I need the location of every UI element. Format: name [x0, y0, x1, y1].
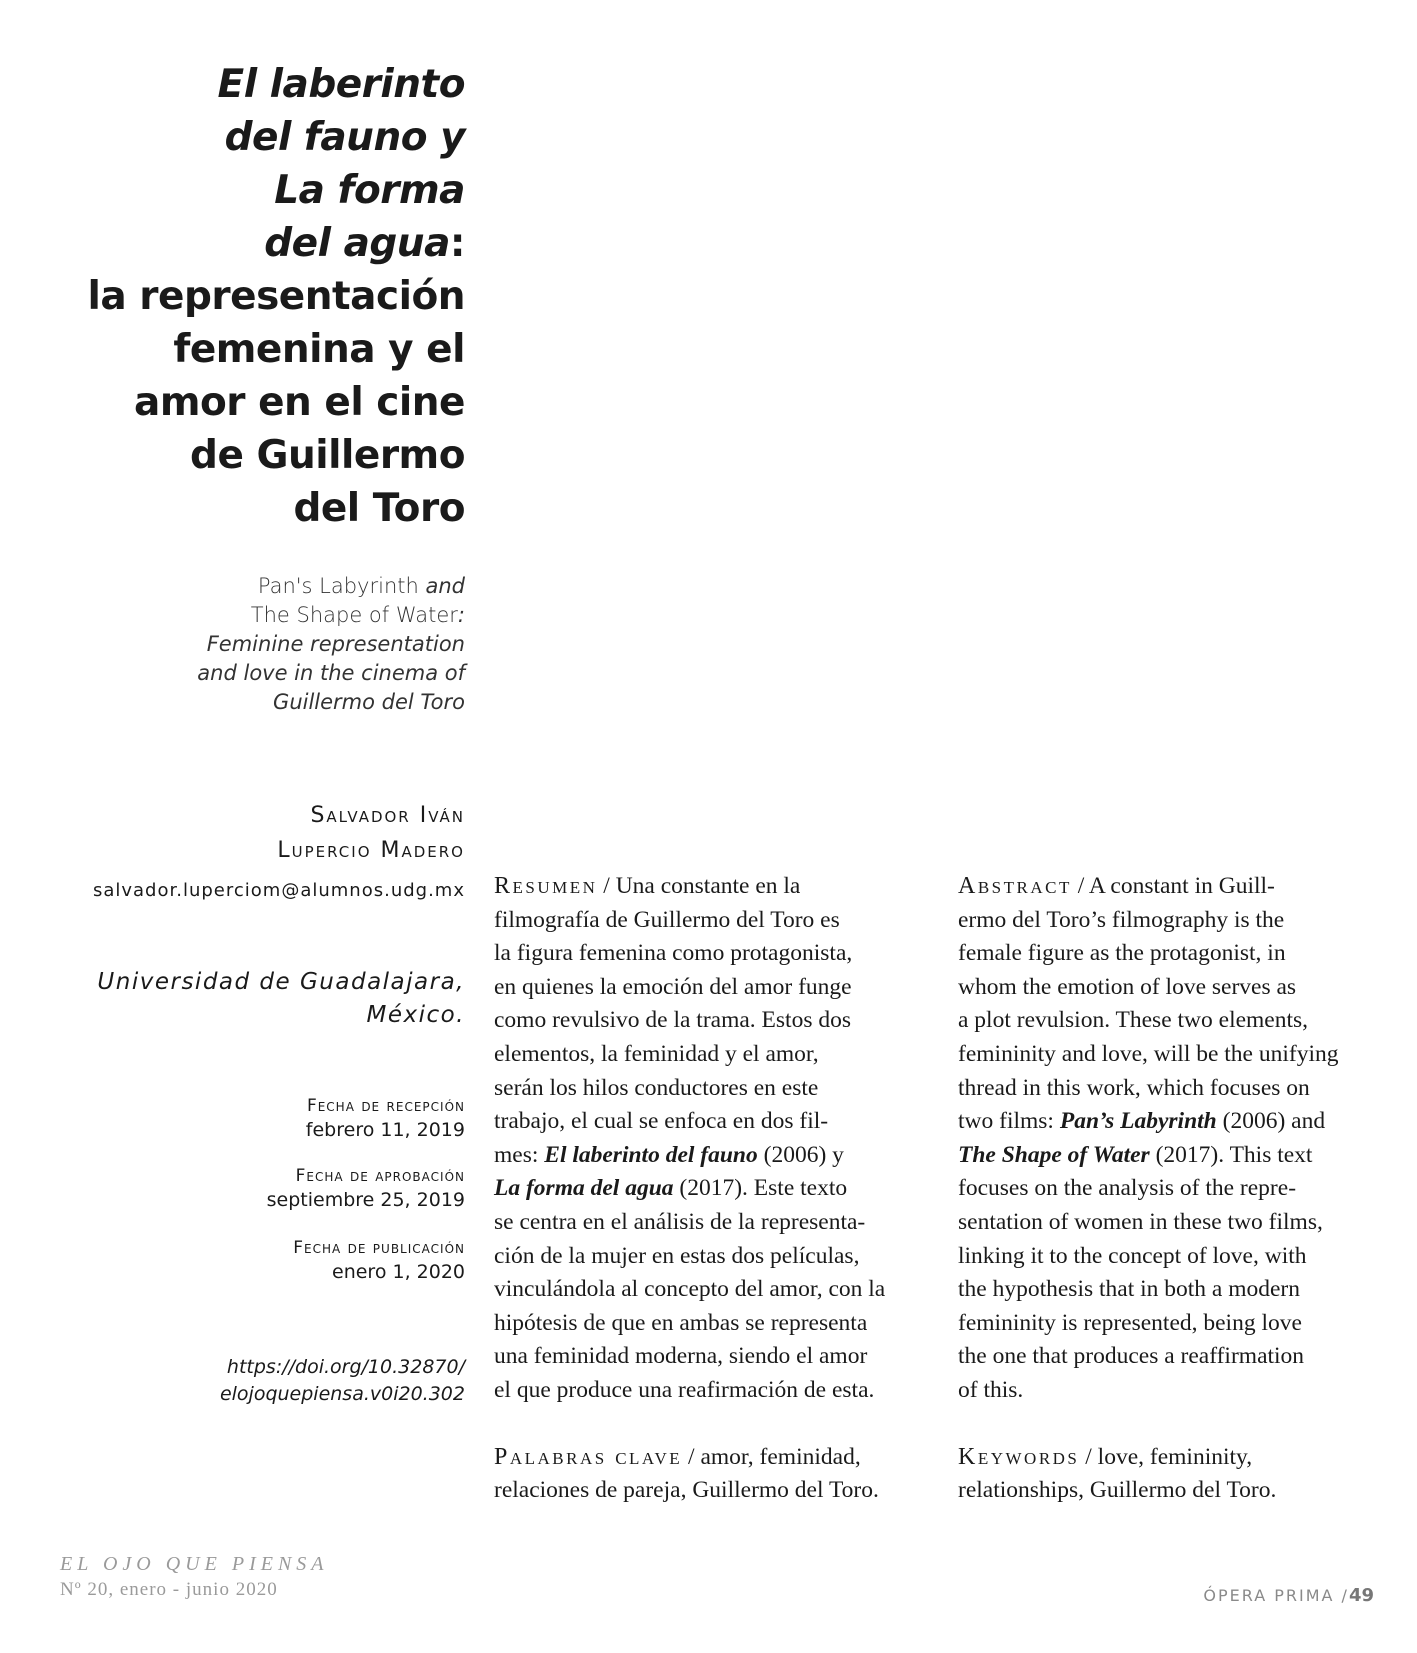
approved-date: Fecha de aprobación septiembre 25, 2019: [266, 1166, 465, 1211]
title-line: del fauno y: [224, 115, 465, 160]
title-line: femenina y el: [173, 327, 465, 372]
title-line: del agua:: [264, 221, 465, 266]
title-line: de Guillermo: [190, 433, 465, 478]
title-line: del Toro: [293, 486, 465, 531]
abstract-label: Abstract: [958, 873, 1072, 899]
palabras-clave: Palabras clave / amor, feminidad,: [494, 1443, 861, 1470]
affiliation: Universidad de Guadalajara, México.: [97, 969, 465, 1028]
author-email[interactable]: salvador.luperciom@alumnos.udg.mx: [92, 880, 465, 901]
resumen-label: Resumen: [494, 873, 598, 899]
title-line: La forma: [274, 168, 465, 213]
page-footer: [1203, 1585, 1374, 1606]
issue-info: Nº 20, enero - junio 2020: [60, 1579, 278, 1600]
abstract-column: Abstract / A constant in Guill- ermo del Toro’s filmography is the female figure as the protagonist, in whom the emotion of love serves as a plot revulsion. These two elements, femininity and love, will be the unifying thread in this work, which focuses on two films: Pan’s Labyrinth (2006) and The Shape of Water (2017). This text focuses on the analysis of the repre- sentation of women in these two films, linking it to the concept of love, with the hypothesis that in both a modern femininity is represented, being love the one that produces a reaffirmation of this. Keywords / love, femininity, relationships, Guillermo del Toro.: [958, 870, 1378, 1508]
article-title: [88, 58, 465, 535]
title-line: El laberinto: [217, 62, 465, 107]
page-number: 49: [1348, 1585, 1374, 1606]
author-name: Salvador Iván Lupercio Madero: [277, 803, 465, 863]
resumen-column: Resumen / Una constante en la filmografía de Guillermo del Toro es la figura femenina como protagonista, en quienes la emoción del amor funge como revulsivo de la trama. Estos dos elementos, la feminidad y el amor, serán los hilos conductores en este trabajo, el cual se enfoca en dos fil- mes: El laberinto del fauno (2006) y La forma del agua (2017). Este texto se centra en el análisis de la representa- ción de la mujer en estas dos películas, vinculándola al concepto del amor, con la hipótesis de que en ambas se representa una feminidad moderna, siendo el amor el que produce una reafirmación de esta. Palabras clave / amor, feminidad, relaciones de pareja, Guillermo del Toro.: [494, 870, 934, 1508]
journal-footer: [60, 1551, 329, 1603]
title-line: amor en el cine: [134, 380, 465, 425]
section-name: ÓPERA PRIMA /: [1203, 1586, 1349, 1605]
published-date: Fecha de publicación enero 1, 2020: [293, 1238, 465, 1283]
keywords: Keywords / love, femininity,: [958, 1443, 1253, 1470]
received-date: Fecha de recepción febrero 11, 2019: [305, 1096, 465, 1141]
journal-name: EL OJO QUE PIENSA: [60, 1553, 329, 1575]
english-subtitle: Pan's Labyrinth and The Shape of Water: Feminine representation and love in the cinema of Guillermo del Toro: [197, 574, 465, 714]
title-line: la representación: [87, 274, 465, 319]
doi-link[interactable]: https://doi.org/10.32870/ elojoquepiensa.v0i20.302: [219, 1356, 465, 1405]
